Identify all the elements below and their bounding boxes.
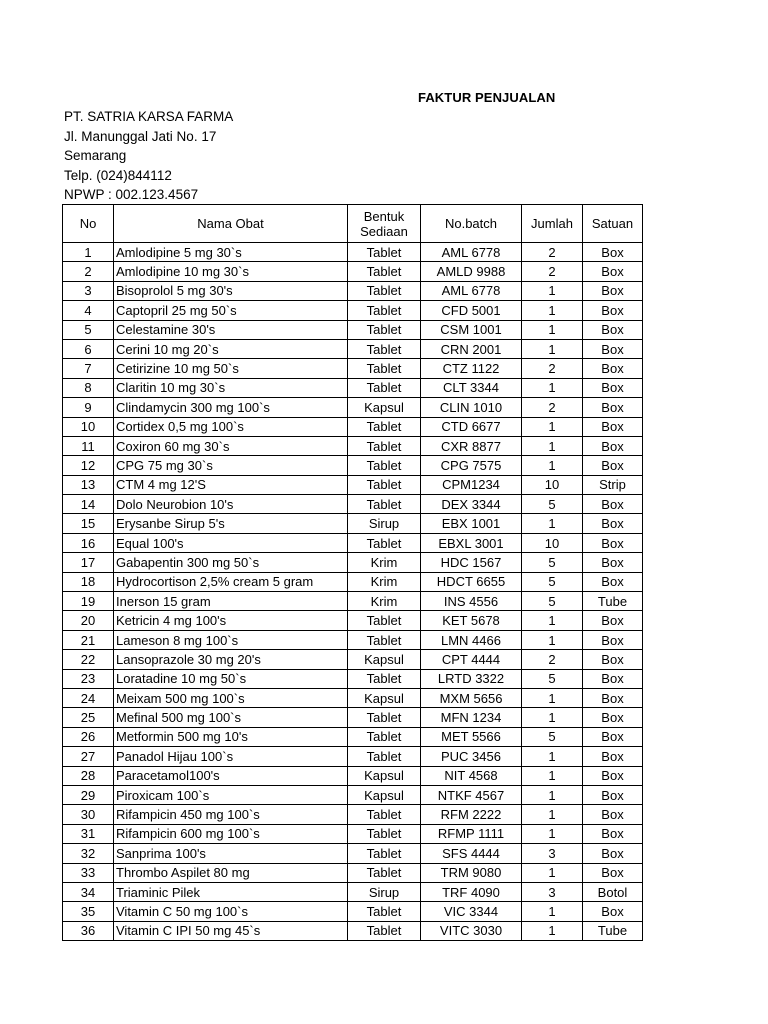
cell-nama-obat: Vitamin C IPI 50 mg 45`s: [114, 921, 348, 940]
cell-no: 18: [63, 572, 114, 591]
cell-jumlah: 5: [522, 495, 583, 514]
cell-bentuk-sediaan: Tablet: [348, 243, 421, 262]
table-row: [63, 824, 643, 843]
cell-no: 4: [63, 301, 114, 320]
cell-no: 24: [63, 688, 114, 707]
cell-satuan: Box: [583, 281, 643, 300]
cell-no-batch: AML 6778: [421, 243, 522, 262]
cell-no-batch: LRTD 3322: [421, 669, 522, 688]
cell-bentuk-sediaan: Tablet: [348, 456, 421, 475]
cell-no-batch: CFD 5001: [421, 301, 522, 320]
cell-satuan: Box: [583, 378, 643, 397]
cell-jumlah: 5: [522, 727, 583, 746]
cell-jumlah: 1: [522, 785, 583, 804]
cell-bentuk-sediaan: Tablet: [348, 708, 421, 727]
cell-nama-obat: CPG 75 mg 30`s: [114, 456, 348, 475]
cell-no: 3: [63, 281, 114, 300]
table-row: [63, 805, 643, 824]
cell-nama-obat: Hydrocortison 2,5% cream 5 gram: [114, 572, 348, 591]
cell-bentuk-sediaan: Tablet: [348, 339, 421, 358]
cell-satuan: Box: [583, 243, 643, 262]
cell-bentuk-sediaan: Sirup: [348, 514, 421, 533]
cell-satuan: Box: [583, 805, 643, 824]
table-row: [63, 863, 643, 882]
cell-no: 33: [63, 863, 114, 882]
cell-nama-obat: CTM 4 mg 12'S: [114, 475, 348, 494]
cell-satuan: Box: [583, 902, 643, 921]
cell-no: 29: [63, 785, 114, 804]
cell-bentuk-sediaan: Krim: [348, 572, 421, 591]
cell-bentuk-sediaan: Tablet: [348, 378, 421, 397]
table-row: [63, 572, 643, 591]
company-address: Jl. Manunggal Jati No. 17: [64, 128, 217, 144]
cell-nama-obat: Lameson 8 mg 100`s: [114, 630, 348, 649]
cell-no: 32: [63, 844, 114, 863]
cell-bentuk-sediaan: Tablet: [348, 475, 421, 494]
cell-nama-obat: Mefinal 500 mg 100`s: [114, 708, 348, 727]
cell-nama-obat: Lansoprazole 30 mg 20's: [114, 650, 348, 669]
cell-no: 13: [63, 475, 114, 494]
cell-no-batch: HDC 1567: [421, 553, 522, 572]
cell-bentuk-sediaan: Tablet: [348, 533, 421, 552]
cell-no-batch: VITC 3030: [421, 921, 522, 940]
cell-jumlah: 5: [522, 572, 583, 591]
cell-no: 6: [63, 339, 114, 358]
cell-bentuk-sediaan: Tablet: [348, 611, 421, 630]
cell-nama-obat: Coxiron 60 mg 30`s: [114, 436, 348, 455]
company-info: [64, 107, 233, 205]
cell-bentuk-sediaan: Tablet: [348, 727, 421, 746]
table-row: [63, 708, 643, 727]
cell-no-batch: KET 5678: [421, 611, 522, 630]
cell-no-batch: HDCT 6655: [421, 572, 522, 591]
cell-satuan: Box: [583, 630, 643, 649]
cell-satuan: Box: [583, 320, 643, 339]
cell-nama-obat: Loratadine 10 mg 50`s: [114, 669, 348, 688]
cell-jumlah: 1: [522, 514, 583, 533]
cell-nama-obat: Captopril 25 mg 50`s: [114, 301, 348, 320]
cell-no-batch: MXM 5656: [421, 688, 522, 707]
cell-nama-obat: Bisoprolol 5 mg 30's: [114, 281, 348, 300]
table-row: [63, 533, 643, 552]
cell-satuan: Box: [583, 824, 643, 843]
header-bentuk-line1: Bentuk: [363, 208, 405, 224]
cell-bentuk-sediaan: Kapsul: [348, 766, 421, 785]
cell-satuan: Strip: [583, 475, 643, 494]
cell-jumlah: 1: [522, 378, 583, 397]
cell-jumlah: 1: [522, 688, 583, 707]
cell-no: 34: [63, 882, 114, 901]
cell-satuan: Box: [583, 456, 643, 475]
header-nama-obat: Nama Obat: [114, 205, 348, 243]
cell-no: 9: [63, 398, 114, 417]
cell-no: 2: [63, 262, 114, 281]
cell-jumlah: 2: [522, 262, 583, 281]
cell-bentuk-sediaan: Kapsul: [348, 785, 421, 804]
cell-no-batch: CLIN 1010: [421, 398, 522, 417]
cell-satuan: Box: [583, 339, 643, 358]
cell-nama-obat: Claritin 10 mg 30`s: [114, 378, 348, 397]
cell-nama-obat: Cerini 10 mg 20`s: [114, 339, 348, 358]
cell-jumlah: 1: [522, 747, 583, 766]
company-phone: Telp. (024)844112: [64, 167, 172, 183]
table-row: [63, 398, 643, 417]
cell-jumlah: 1: [522, 902, 583, 921]
cell-jumlah: 5: [522, 592, 583, 611]
table-row: [63, 844, 643, 863]
table-row: [63, 320, 643, 339]
cell-satuan: Box: [583, 495, 643, 514]
cell-bentuk-sediaan: Tablet: [348, 417, 421, 436]
cell-bentuk-sediaan: Tablet: [348, 902, 421, 921]
cell-bentuk-sediaan: Tablet: [348, 630, 421, 649]
cell-no-batch: CPG 7575: [421, 456, 522, 475]
cell-satuan: Box: [583, 398, 643, 417]
table-row: [63, 669, 643, 688]
cell-jumlah: 2: [522, 398, 583, 417]
cell-jumlah: 3: [522, 882, 583, 901]
cell-no-batch: PUC 3456: [421, 747, 522, 766]
cell-no: 30: [63, 805, 114, 824]
table-row: [63, 727, 643, 746]
cell-no: 12: [63, 456, 114, 475]
cell-no: 1: [63, 243, 114, 262]
header-no-batch: No.batch: [421, 205, 522, 243]
cell-no: 7: [63, 359, 114, 378]
cell-nama-obat: Meixam 500 mg 100`s: [114, 688, 348, 707]
table-row: [63, 553, 643, 572]
cell-nama-obat: Inerson 15 gram: [114, 592, 348, 611]
cell-no-batch: MET 5566: [421, 727, 522, 746]
cell-no-batch: CXR 8877: [421, 436, 522, 455]
cell-no: 5: [63, 320, 114, 339]
cell-jumlah: 2: [522, 650, 583, 669]
cell-satuan: Box: [583, 844, 643, 863]
cell-no-batch: INS 4556: [421, 592, 522, 611]
cell-no: 8: [63, 378, 114, 397]
cell-nama-obat: Thrombo Aspilet 80 mg: [114, 863, 348, 882]
cell-bentuk-sediaan: Kapsul: [348, 688, 421, 707]
cell-nama-obat: Amlodipine 10 mg 30`s: [114, 262, 348, 281]
cell-no: 35: [63, 902, 114, 921]
cell-no-batch: VIC 3344: [421, 902, 522, 921]
cell-jumlah: 1: [522, 824, 583, 843]
cell-jumlah: 5: [522, 553, 583, 572]
cell-bentuk-sediaan: Krim: [348, 592, 421, 611]
cell-satuan: Box: [583, 301, 643, 320]
cell-nama-obat: Cetirizine 10 mg 50`s: [114, 359, 348, 378]
cell-jumlah: 1: [522, 766, 583, 785]
company-city: Semarang: [64, 148, 127, 163]
cell-nama-obat: Celestamine 30's: [114, 320, 348, 339]
cell-no: 28: [63, 766, 114, 785]
cell-satuan: Box: [583, 669, 643, 688]
table-row: [63, 301, 643, 320]
header-jumlah: Jumlah: [522, 205, 583, 243]
cell-no-batch: EBXL 3001: [421, 533, 522, 552]
cell-nama-obat: Rifampicin 600 mg 100`s: [114, 824, 348, 843]
cell-bentuk-sediaan: Tablet: [348, 863, 421, 882]
cell-bentuk-sediaan: Tablet: [348, 844, 421, 863]
cell-no-batch: RFMP 1111: [421, 824, 522, 843]
cell-bentuk-sediaan: Kapsul: [348, 650, 421, 669]
cell-satuan: Box: [583, 553, 643, 572]
cell-satuan: Box: [583, 611, 643, 630]
cell-satuan: Box: [583, 766, 643, 785]
cell-jumlah: 2: [522, 359, 583, 378]
cell-no-batch: CPT 4444: [421, 650, 522, 669]
cell-no: 25: [63, 708, 114, 727]
table-row: [63, 495, 643, 514]
cell-jumlah: 3: [522, 844, 583, 863]
cell-no: 11: [63, 436, 114, 455]
table-row: [63, 378, 643, 397]
table-row: [63, 339, 643, 358]
cell-no-batch: SFS 4444: [421, 844, 522, 863]
cell-no: 27: [63, 747, 114, 766]
cell-no-batch: CTD 6677: [421, 417, 522, 436]
cell-nama-obat: Erysanbe Sirup 5's: [114, 514, 348, 533]
cell-nama-obat: Triaminic Pilek: [114, 882, 348, 901]
table-row: [63, 650, 643, 669]
cell-jumlah: 1: [522, 863, 583, 882]
cell-satuan: Botol: [583, 882, 643, 901]
cell-nama-obat: Paracetamol100's: [114, 766, 348, 785]
cell-no-batch: CTZ 1122: [421, 359, 522, 378]
cell-jumlah: 1: [522, 805, 583, 824]
cell-bentuk-sediaan: Tablet: [348, 262, 421, 281]
table-row: [63, 456, 643, 475]
cell-nama-obat: Piroxicam 100`s: [114, 785, 348, 804]
cell-satuan: Box: [583, 533, 643, 552]
cell-satuan: Box: [583, 436, 643, 455]
cell-no-batch: NIT 4568: [421, 766, 522, 785]
cell-satuan: Box: [583, 417, 643, 436]
cell-nama-obat: Gabapentin 300 mg 50`s: [114, 553, 348, 572]
cell-no: 20: [63, 611, 114, 630]
cell-bentuk-sediaan: Tablet: [348, 281, 421, 300]
table-body: [63, 243, 643, 941]
cell-bentuk-sediaan: Tablet: [348, 495, 421, 514]
cell-bentuk-sediaan: Tablet: [348, 301, 421, 320]
cell-satuan: Box: [583, 785, 643, 804]
table-row: [63, 882, 643, 901]
cell-satuan: Tube: [583, 592, 643, 611]
cell-nama-obat: Ketricin 4 mg 100's: [114, 611, 348, 630]
cell-no: 22: [63, 650, 114, 669]
cell-satuan: Box: [583, 727, 643, 746]
invoice-table: [62, 204, 643, 941]
table-row: [63, 766, 643, 785]
cell-bentuk-sediaan: Sirup: [348, 882, 421, 901]
cell-nama-obat: Clindamycin 300 mg 100`s: [114, 398, 348, 417]
cell-bentuk-sediaan: Tablet: [348, 805, 421, 824]
cell-nama-obat: Sanprima 100's: [114, 844, 348, 863]
table-row: [63, 281, 643, 300]
cell-nama-obat: Metformin 500 mg 10's: [114, 727, 348, 746]
cell-bentuk-sediaan: Tablet: [348, 747, 421, 766]
cell-nama-obat: Panadol Hijau 100`s: [114, 747, 348, 766]
cell-satuan: Box: [583, 359, 643, 378]
cell-bentuk-sediaan: Tablet: [348, 824, 421, 843]
cell-no-batch: AML 6778: [421, 281, 522, 300]
table-row: [63, 514, 643, 533]
cell-no: 19: [63, 592, 114, 611]
cell-bentuk-sediaan: Tablet: [348, 436, 421, 455]
cell-no-batch: NTKF 4567: [421, 785, 522, 804]
cell-no-batch: EBX 1001: [421, 514, 522, 533]
cell-nama-obat: Equal 100's: [114, 533, 348, 552]
cell-satuan: Box: [583, 688, 643, 707]
cell-no-batch: CSM 1001: [421, 320, 522, 339]
cell-jumlah: 1: [522, 630, 583, 649]
table-row: [63, 359, 643, 378]
table-row: [63, 475, 643, 494]
cell-jumlah: 5: [522, 669, 583, 688]
table-row: [63, 921, 643, 940]
cell-satuan: Box: [583, 747, 643, 766]
cell-nama-obat: Cortidex 0,5 mg 100`s: [114, 417, 348, 436]
cell-nama-obat: Vitamin C 50 mg 100`s: [114, 902, 348, 921]
cell-satuan: Box: [583, 514, 643, 533]
cell-nama-obat: Dolo Neurobion 10's: [114, 495, 348, 514]
cell-no-batch: TRF 4090: [421, 882, 522, 901]
table-header-row: [63, 205, 643, 243]
cell-no-batch: TRM 9080: [421, 863, 522, 882]
table-row: [63, 630, 643, 649]
table-row: [63, 417, 643, 436]
cell-jumlah: 1: [522, 611, 583, 630]
cell-no-batch: CLT 3344: [421, 378, 522, 397]
cell-nama-obat: Rifampicin 450 mg 100`s: [114, 805, 348, 824]
cell-jumlah: 1: [522, 339, 583, 358]
cell-jumlah: 10: [522, 475, 583, 494]
cell-satuan: Box: [583, 708, 643, 727]
cell-jumlah: 2: [522, 243, 583, 262]
cell-satuan: Tube: [583, 921, 643, 940]
cell-no: 10: [63, 417, 114, 436]
cell-jumlah: 1: [522, 456, 583, 475]
cell-bentuk-sediaan: Tablet: [348, 669, 421, 688]
cell-no-batch: AMLD 9988: [421, 262, 522, 281]
table-row: [63, 785, 643, 804]
cell-no: 36: [63, 921, 114, 940]
cell-no: 23: [63, 669, 114, 688]
cell-no-batch: LMN 4466: [421, 630, 522, 649]
cell-satuan: Box: [583, 650, 643, 669]
table-row: [63, 747, 643, 766]
cell-satuan: Box: [583, 572, 643, 591]
cell-jumlah: 1: [522, 708, 583, 727]
table-row: [63, 436, 643, 455]
cell-no-batch: CRN 2001: [421, 339, 522, 358]
cell-nama-obat: Amlodipine 5 mg 30`s: [114, 243, 348, 262]
cell-bentuk-sediaan: Tablet: [348, 921, 421, 940]
cell-no: 15: [63, 514, 114, 533]
header-bentuk-line2: Sediaan: [360, 223, 408, 239]
cell-no: 21: [63, 630, 114, 649]
cell-jumlah: 1: [522, 281, 583, 300]
cell-no: 17: [63, 553, 114, 572]
table-row: [63, 611, 643, 630]
header-no: No: [63, 205, 114, 243]
cell-jumlah: 1: [522, 921, 583, 940]
cell-no-batch: DEX 3344: [421, 495, 522, 514]
cell-bentuk-sediaan: Krim: [348, 553, 421, 572]
table-row: [63, 243, 643, 262]
cell-jumlah: 1: [522, 417, 583, 436]
cell-jumlah: 1: [522, 320, 583, 339]
cell-no: 14: [63, 495, 114, 514]
cell-bentuk-sediaan: Tablet: [348, 320, 421, 339]
company-npwp: NPWP : 002.123.4567: [64, 187, 199, 202]
cell-no: 16: [63, 533, 114, 552]
cell-satuan: Box: [583, 262, 643, 281]
table-row: [63, 262, 643, 281]
header-satuan: Satuan: [583, 205, 643, 243]
invoice-title: FAKTUR PENJUALAN: [418, 90, 556, 105]
cell-no: 31: [63, 824, 114, 843]
cell-no: 26: [63, 727, 114, 746]
table-row: [63, 902, 643, 921]
cell-satuan: Box: [583, 863, 643, 882]
cell-no-batch: MFN 1234: [421, 708, 522, 727]
cell-jumlah: 1: [522, 436, 583, 455]
cell-jumlah: 1: [522, 301, 583, 320]
table-row: [63, 688, 643, 707]
cell-no-batch: RFM 2222: [421, 805, 522, 824]
table-row: [63, 592, 643, 611]
cell-bentuk-sediaan: Tablet: [348, 359, 421, 378]
header-bentuk-sediaan: [348, 205, 421, 243]
cell-bentuk-sediaan: Kapsul: [348, 398, 421, 417]
cell-no-batch: CPM1234: [421, 475, 522, 494]
company-name: PT. SATRIA KARSA FARMA: [64, 109, 234, 124]
cell-jumlah: 10: [522, 533, 583, 552]
